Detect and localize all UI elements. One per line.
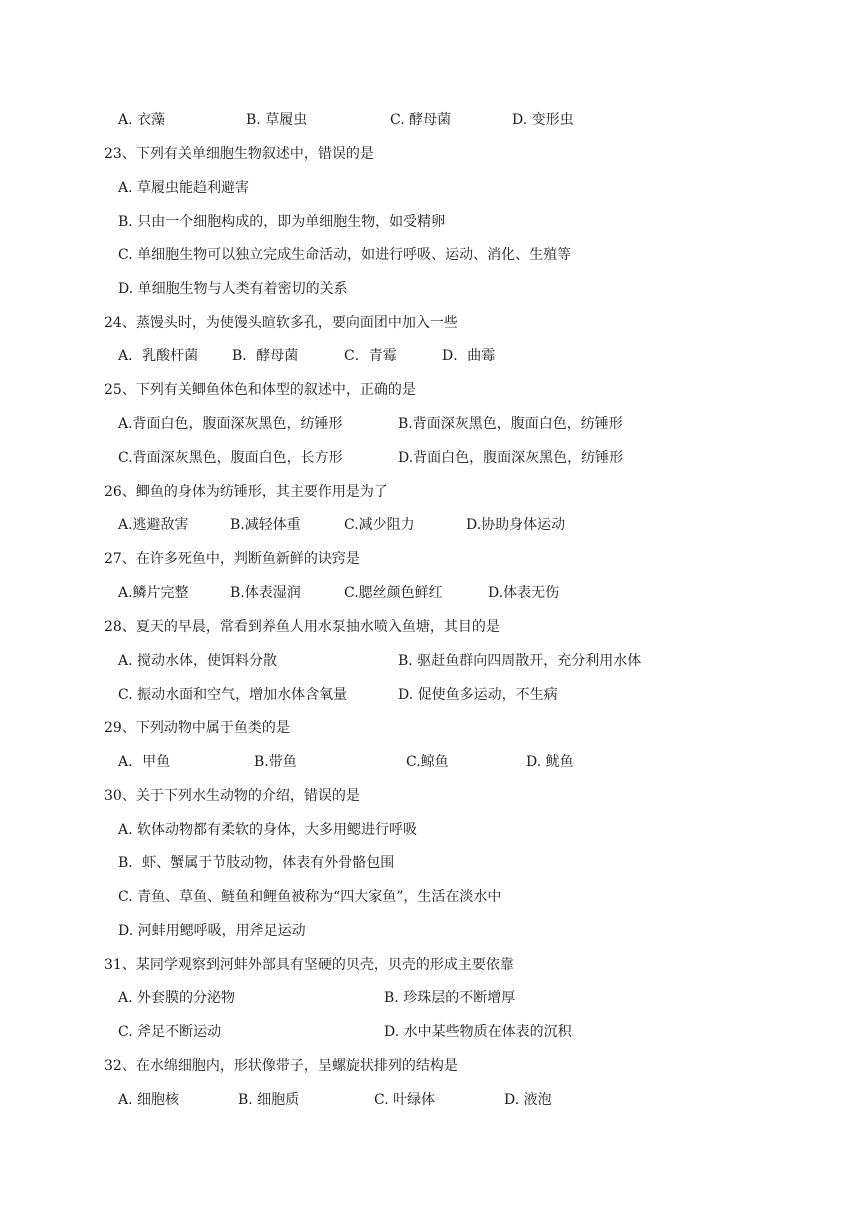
question-24-option-b: B．酵母菌 [232,348,299,364]
question-31-stem: 31、某同学观察到河蚌外部具有坚硬的贝壳，贝壳的形成主要依靠 [104,957,514,973]
question-31-option-c: C. 斧足不断运动 [118,1024,222,1040]
question-23-option-c: C. 单细胞生物可以独立完成生命活动，如进行呼吸、运动、消化、生殖等 [118,247,572,263]
question-28-option-c: C. 振动水面和空气，增加水体含氧量 [118,687,348,703]
question-30-option-c: C. 青鱼、草鱼、鲢鱼和鲤鱼被称为“四大家鱼”，生活在淡水中 [118,889,502,905]
question-25-option-d: D.背面白色，腹面深灰黑色，纺锤形 [398,450,624,466]
question-26-option-b: B.减轻体重 [230,517,301,533]
question-31-option-d: D. 水中某些物质在体表的沉积 [384,1024,572,1040]
question-23-option-d: D. 单细胞生物与人类有着密切的关系 [118,281,348,297]
question-30-stem: 30、关于下列水生动物的介绍，错误的是 [104,788,360,804]
question-30-option-d: D. 河蚌用鳃呼吸，用斧足运动 [118,923,306,939]
question-30-option-b: B．虾、蟹属于节肢动物，体表有外骨骼包围 [118,855,395,871]
question-32-option-b: B. 细胞质 [238,1092,300,1108]
question-25-option-c: C.背面深灰黑色，腹面白色，长方形 [118,450,343,466]
question-32-stem: 32、在水绵细胞内，形状像带子，呈螺旋状排列的结构是 [104,1058,458,1074]
question-24-option-d: D．曲霉 [442,348,496,364]
question-27-option-a: A.鳞片完整 [118,585,189,601]
question-24-option-a: A．乳酸杆菌 [118,348,199,364]
question-28-option-d: D. 促使鱼多运动，不生病 [398,687,558,703]
question-29-option-a: A．甲鱼 [118,754,171,770]
question-24-stem: 24、蒸馒头时，为使馒头暄软多孔，要向面团中加入一些 [104,315,458,331]
question-31-option-a: A. 外套膜的分泌物 [118,990,236,1006]
question-31-option-b: B. 珍珠层的不断增厚 [384,990,516,1006]
question-32-option-c: C. 叶绿体 [374,1092,436,1108]
question-25-option-b: B.背面深灰黑色，腹面白色，纺锤形 [398,416,623,432]
question-29-stem: 29、下列动物中属于鱼类的是 [104,720,290,736]
question-29-option-b: B.带鱼 [254,754,297,770]
question-27-option-c: C.腮丝颜色鲜红 [344,585,443,601]
option-b: B. 草履虫 [246,112,308,128]
question-25-stem: 25、下列有关鲫鱼体色和体型的叙述中，正确的是 [104,382,416,398]
question-26-option-c: C.减少阻力 [344,517,415,533]
question-30-option-a: A. 软体动物都有柔软的身体，大多用鳃进行呼吸 [118,822,418,838]
question-27-stem: 27、在许多死鱼中，判断鱼新鲜的诀窍是 [104,551,360,567]
question-26-option-a: A.逃避敌害 [118,517,189,533]
question-29-option-d: D. 鱿鱼 [526,754,574,770]
question-23-option-b: B. 只由一个细胞构成的，即为单细胞生物，如受精卵 [118,214,446,230]
question-23-option-a: A. 草履虫能趋利避害 [118,180,250,196]
option-a: A. 衣藻 [118,112,166,128]
option-c: C. 酵母菌 [390,112,452,128]
question-26-stem: 26、鲫鱼的身体为纺锤形，其主要作用是为了 [104,484,388,500]
question-28-option-a: A. 搅动水体，使饵料分散 [118,653,278,669]
question-24-option-c: C．青霉 [344,348,397,364]
question-26-option-d: D.协助身体运动 [466,517,566,533]
question-32-option-d: D. 液泡 [504,1092,552,1108]
question-28-stem: 28、夏天的早晨，常看到养鱼人用水泵抽水喷入鱼塘，其目的是 [104,619,500,635]
question-28-option-b: B. 驱赶鱼群向四周散开，充分利用水体 [398,653,642,669]
question-29-option-c: C.鲸鱼 [406,754,449,770]
question-23-stem: 23、下列有关单细胞生物叙述中，错误的是 [104,146,374,162]
question-32-option-a: A. 细胞核 [118,1092,180,1108]
question-25-option-a: A.背面白色，腹面深灰黑色，纺锤形 [118,416,343,432]
option-d: D. 变形虫 [512,112,574,128]
question-27-option-d: D.体表无伤 [488,585,560,601]
question-27-option-b: B.体表湿润 [230,585,301,601]
